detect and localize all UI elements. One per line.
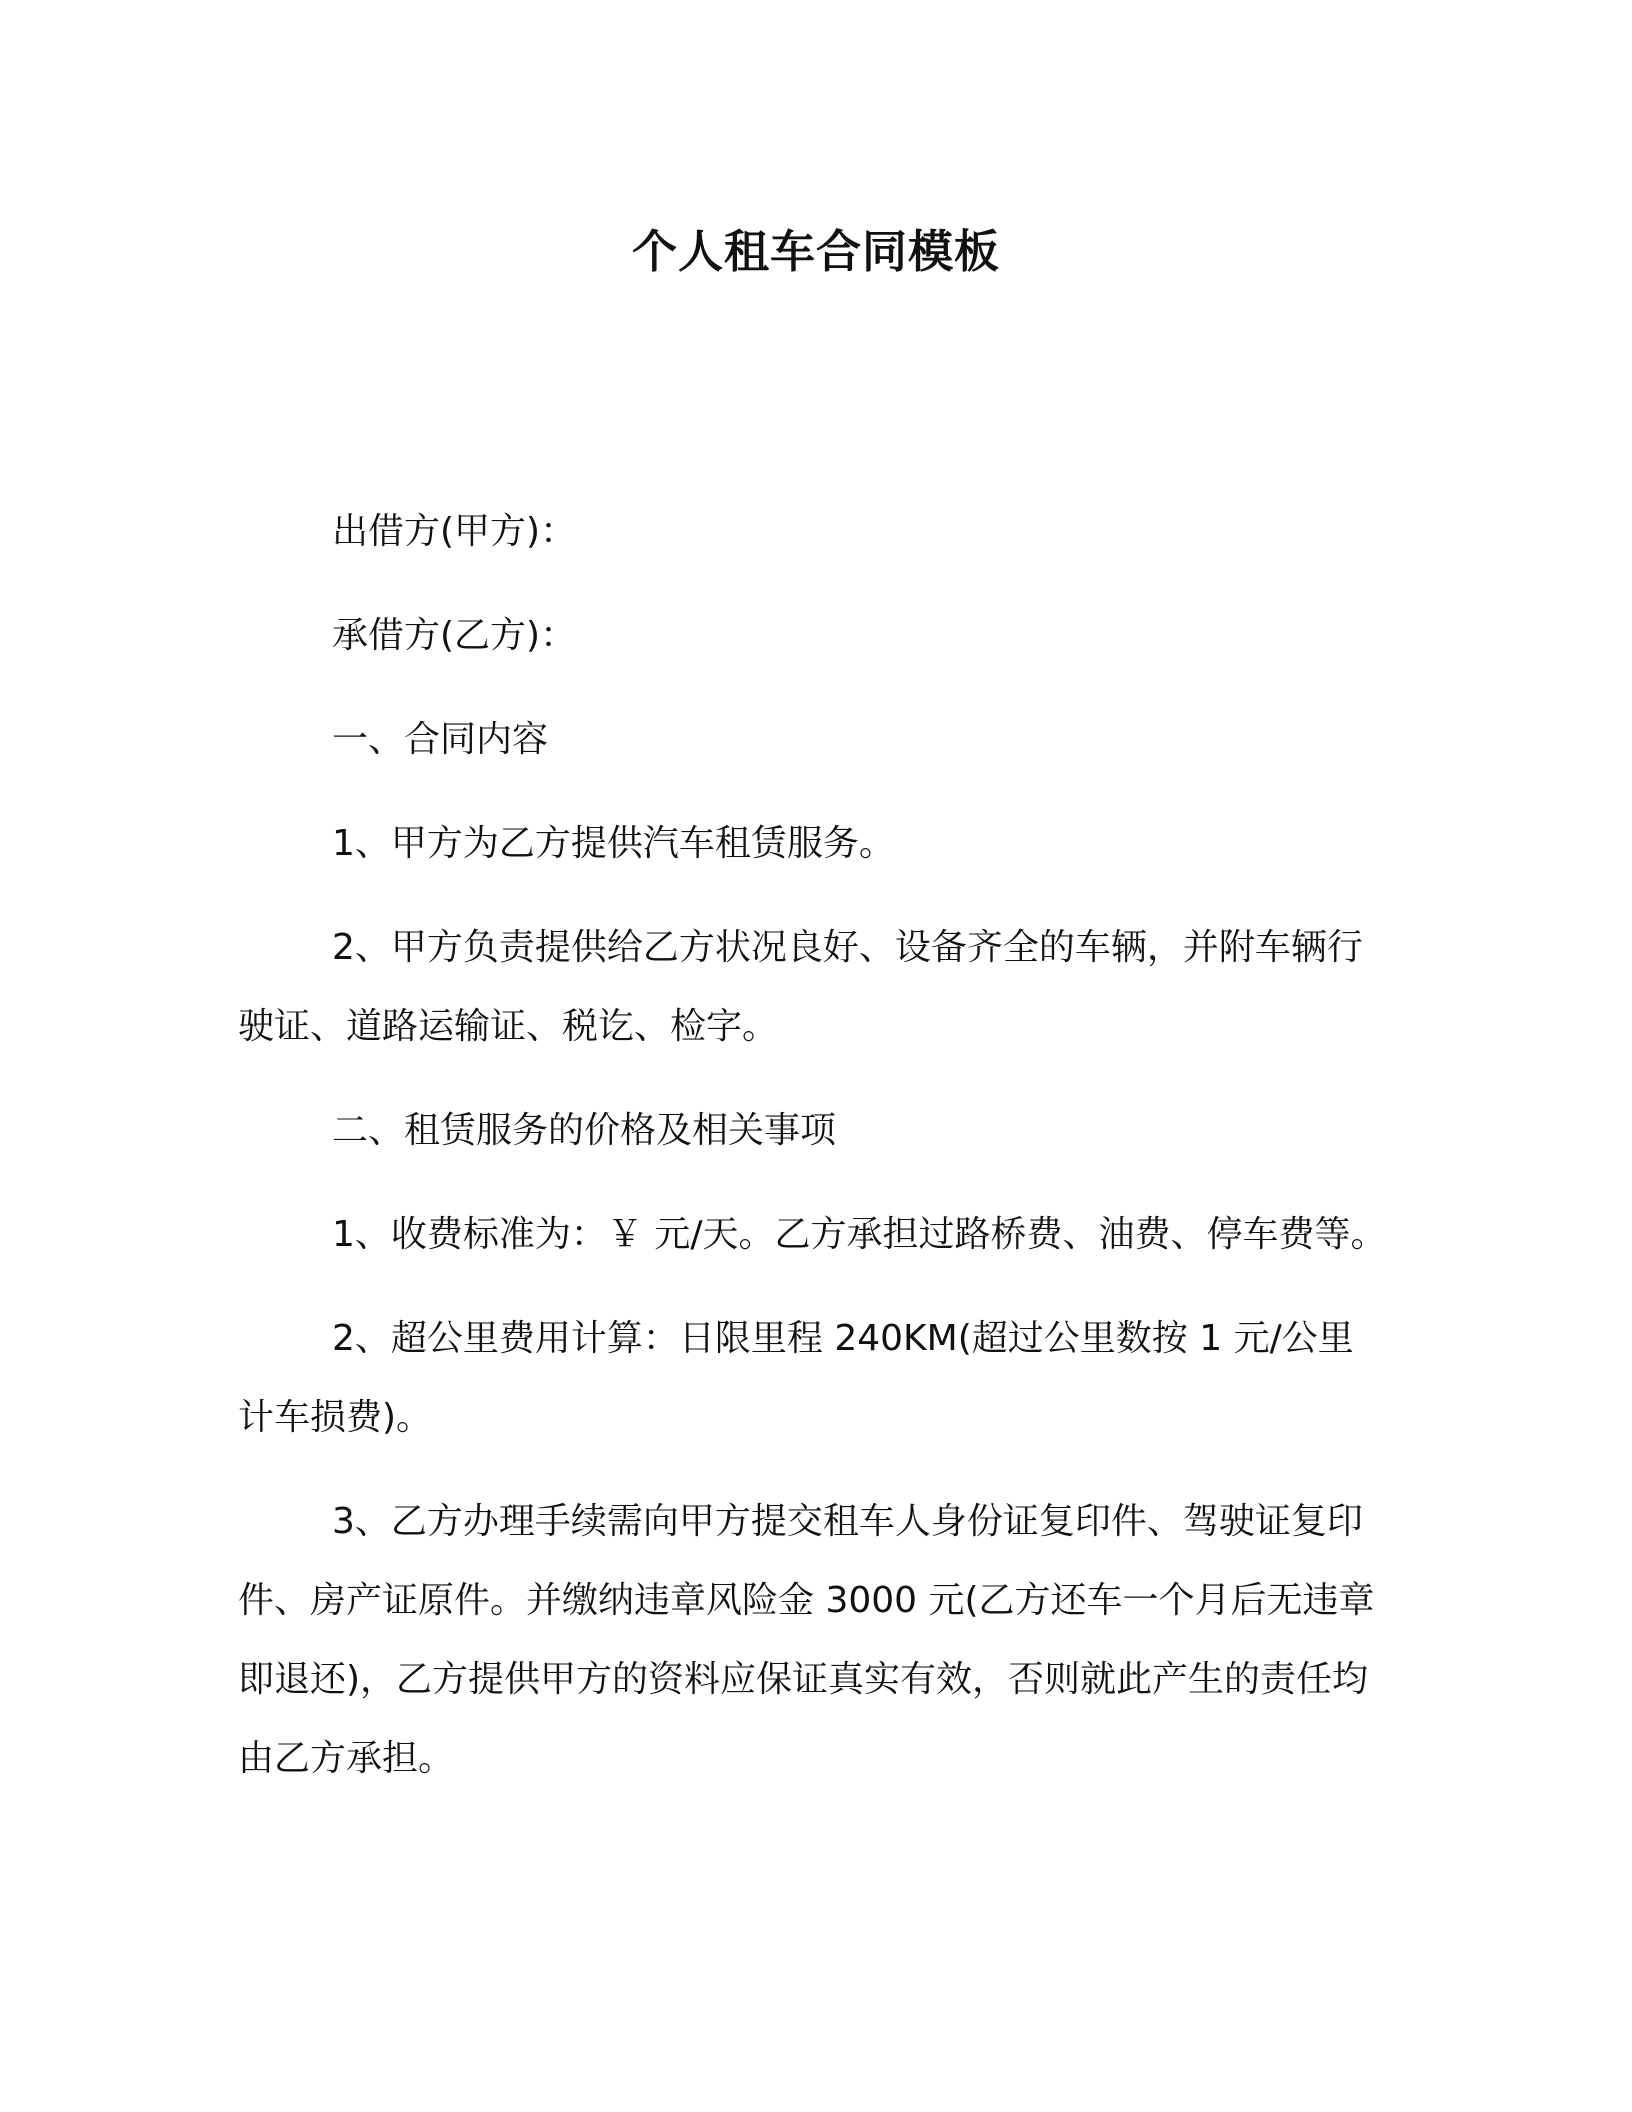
clause-2-1: 1、收费标准为：￥ 元/天。乙方承担过路桥费、油费、停车费等。 xyxy=(332,1214,1387,1255)
clause-2-2: 2、超公里费用计算：日限里程 240KM(超过公里数按 1 元/公里计车损费)。 xyxy=(238,1318,1354,1438)
party-b-line: 承借方(乙方)： xyxy=(332,615,577,656)
clause-1-2: 2、甲方负责提供给乙方状况良好、设备齐全的车辆，并附车辆行驶证、道路运输证、税讫、检字。 xyxy=(238,927,1363,1047)
party-a-line: 出借方(甲方)： xyxy=(332,511,577,552)
document-title: 个人租车合同模板 xyxy=(631,225,1000,278)
clause-2-3: 3、乙方办理手续需向甲方提交租车人身份证复印件、驾驶证复印件、房产证原件。并缴纳违章风险金 3000 元(乙方还车一个月后无违章即退还)，乙方提供甲方的资料应保证真实有效，否则就此产生的责任均由乙方承担。 xyxy=(238,1501,1375,1779)
section-heading-contract-content: 一、合同内容 xyxy=(332,719,549,760)
section-heading-pricing: 二、租赁服务的价格及相关事项 xyxy=(332,1110,837,1151)
clause-1-1: 1、甲方为乙方提供汽车租赁服务。 xyxy=(332,823,895,864)
document-body xyxy=(238,492,1388,1823)
